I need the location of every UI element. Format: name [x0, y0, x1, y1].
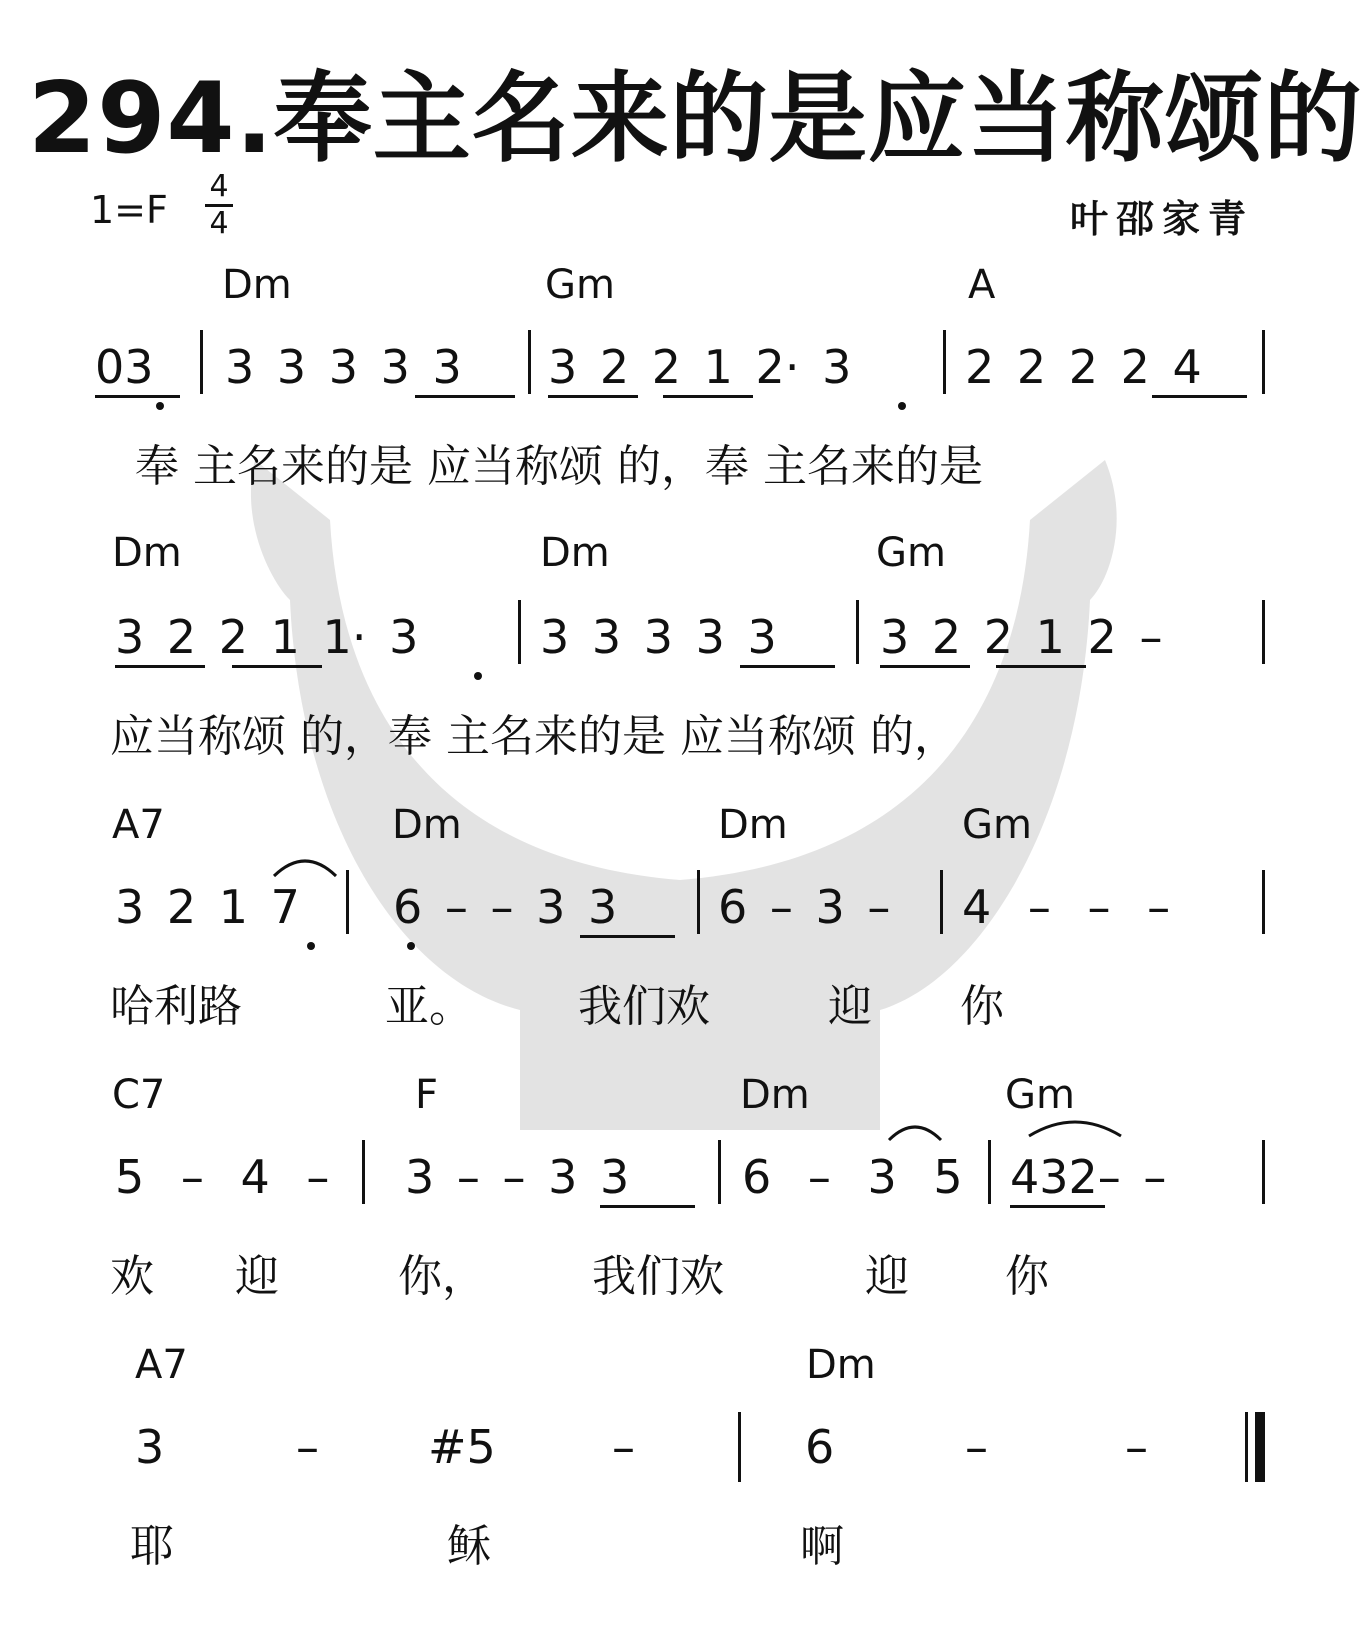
measure-notes: 3 2 1 7 [115, 880, 300, 934]
chord: A7 [112, 802, 165, 848]
chord: Dm [112, 530, 182, 576]
lyric: 稣 [447, 1521, 491, 1572]
measure-notes: 432– – [1010, 1150, 1167, 1204]
slur [1025, 1114, 1125, 1140]
measure-notes: 6 – 3 5 [742, 1150, 963, 1204]
chord: F [415, 1072, 439, 1118]
lyric: 迎 [865, 1251, 909, 1302]
note: #5 [428, 1420, 496, 1474]
lyric: 我们欢 [592, 1251, 724, 1302]
measure-notes: 4 – – – [962, 880, 1171, 934]
note: – [965, 1420, 988, 1474]
slur [270, 850, 340, 880]
note: – [296, 1420, 319, 1474]
lyric: 你， [398, 1251, 486, 1302]
chord: Dm [806, 1342, 876, 1388]
lyric: 你 [960, 981, 1004, 1032]
lyric: 耶 [130, 1521, 174, 1572]
measure-notes: 6 – – 3 3 [393, 880, 618, 934]
lyric: 欢 [110, 1251, 154, 1302]
lyric: 你 [1005, 1251, 1049, 1302]
measure-notes: 3 3 3 3 3 [540, 610, 777, 664]
chord: Dm [392, 802, 462, 848]
measure-notes: 6 – 3 – [718, 880, 891, 934]
lyric: 我们欢 [578, 981, 710, 1032]
lyric: 迎 [828, 981, 872, 1032]
slur [885, 1118, 945, 1144]
measure-notes: 3 – – 3 3 [405, 1150, 630, 1204]
chord: Gm [876, 530, 946, 576]
lyric-line: 应当称颂 的，奉 主名来的是 应当称颂 的， [110, 711, 958, 762]
chord: A7 [135, 1342, 188, 1388]
note: – [1125, 1420, 1148, 1474]
measure-notes: 3 2 2 1 2 – [880, 610, 1163, 664]
lyric: 亚。 [385, 981, 473, 1032]
note: 6 [805, 1420, 835, 1474]
chord: Dm [740, 1072, 810, 1118]
chord: C7 [112, 1072, 166, 1118]
measure-notes: 3 3 3 3 3 [225, 340, 462, 394]
lyric: 哈利路 [110, 981, 242, 1032]
note: – [612, 1420, 635, 1474]
lyric: 迎 [235, 1251, 279, 1302]
time-signature-top: 4 [209, 169, 229, 204]
lyric-line: 奉 主名来的是 应当称颂 的，奉 主名来的是 [135, 441, 983, 492]
time-signature [205, 169, 233, 241]
note: 3 [135, 1420, 165, 1474]
chord: Gm [1005, 1072, 1075, 1118]
measure-notes: 03 [95, 340, 154, 394]
lyric: 啊 [800, 1521, 844, 1572]
measure-notes: 3 2 2 1 1· 3 [115, 610, 419, 664]
chord: A [968, 262, 996, 308]
page-title: 294.奉主名来的是应当称颂的 [28, 62, 1363, 176]
chord: Gm [545, 262, 615, 308]
chord: Gm [962, 802, 1032, 848]
measure-notes: 3 2 2 1 2· 3 [548, 340, 852, 394]
key-signature: 1=F [90, 188, 168, 232]
measure-notes: 2 2 2 2 4 [965, 340, 1202, 394]
chord: Dm [540, 530, 610, 576]
time-signature-bottom: 4 [209, 206, 229, 241]
measure-notes: 5 – 4 – [115, 1150, 330, 1204]
chord: Dm [718, 802, 788, 848]
chord: Dm [222, 262, 292, 308]
author: 叶邵家青 [1070, 197, 1255, 241]
